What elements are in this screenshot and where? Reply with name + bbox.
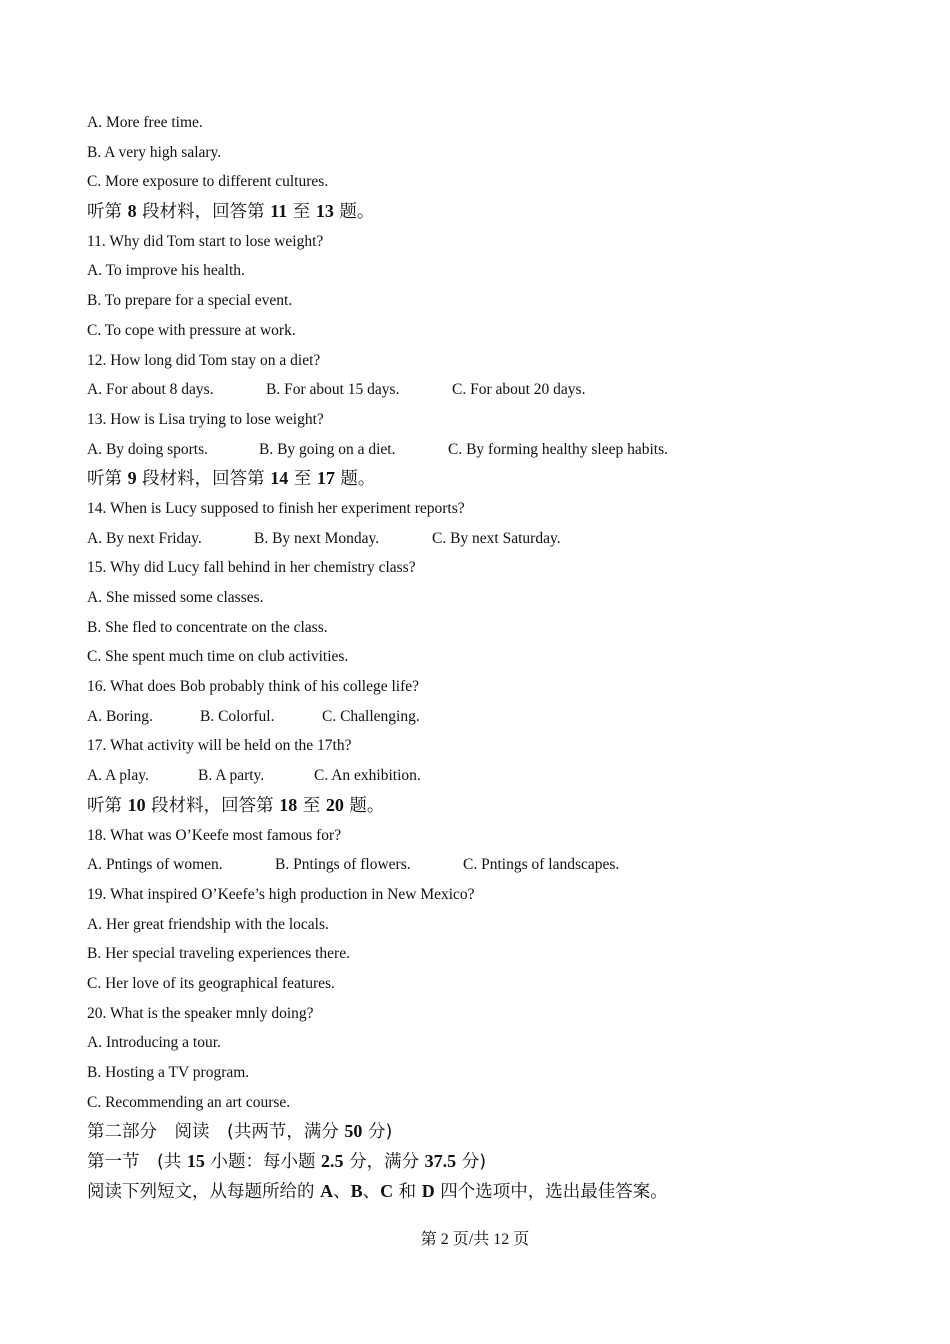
option-a: A. Boring. — [87, 707, 153, 725]
option-b: B. Colorful. — [200, 707, 275, 725]
options-row — [87, 761, 887, 791]
option-line: B. Hosting a TV program. — [87, 1064, 250, 1081]
options-row — [87, 850, 887, 880]
section-heading: 第一节 (共 15 小题：每小题 2.5 分，满分 37.5 分) — [87, 1151, 487, 1173]
option-c: C. An exhibition. — [314, 767, 421, 785]
question-13: 13. How is Lisa trying to lose weight? — [87, 410, 324, 428]
option-a: A. For about 8 days. — [87, 381, 214, 399]
option-line: C. Her love of its geographical features. — [87, 974, 335, 992]
option-b: B. By next Monday. — [254, 529, 380, 547]
option-b: B. Pntings of flowers. — [275, 856, 411, 874]
option-line: A. She missed some classes. — [87, 589, 264, 606]
option-a: A. Pntings of women. — [87, 856, 223, 874]
option-line: B. To prepare for a special event. — [87, 292, 293, 310]
option-b: B. For about 15 days. — [266, 381, 400, 399]
question-18: 18. What was O’Keefe most famous for? — [87, 826, 342, 844]
options-row — [87, 375, 887, 405]
option-line: C. To cope with pressure at work. — [87, 321, 296, 339]
question-14: 14. When is Lucy supposed to finish her experiment reports? — [87, 499, 465, 517]
question-17: 17. What activity will be held on the 17th? — [87, 737, 352, 755]
question-12: 12. How long did Tom stay on a diet? — [87, 351, 321, 369]
option-line: A. More free time. — [87, 114, 203, 131]
option-a: A. A play. — [87, 767, 149, 785]
option-line: C. Recommending an art course. — [87, 1093, 291, 1111]
option-line: B. Her special traveling experiences there. — [87, 945, 350, 963]
part-heading: 第二部分 阅读 (共两节，满分 50 分) — [87, 1121, 393, 1143]
option-b: B. A party. — [198, 767, 265, 785]
page-number: 第 2 页/共 12 页 — [420, 1231, 530, 1248]
question-20: 20. What is the speaker mnly doing? — [87, 1004, 314, 1022]
section-heading-9: 听第 9 段材料，回答第 14 至 17 题。 — [87, 468, 376, 490]
question-19: 19. What inspired O’Keefe’s high production in New Mexico? — [87, 885, 475, 903]
section-heading-8: 听第 8 段材料，回答第 11 至 13 题。 — [87, 201, 375, 223]
option-line: A. Her great friendship with the locals. — [87, 915, 329, 933]
option-c: C. Pntings of landscapes. — [463, 856, 620, 874]
section-heading-10: 听第 10 段材料，回答第 18 至 20 题。 — [87, 794, 385, 816]
option-line: B. She fled to concentrate on the class. — [87, 618, 328, 636]
option-line: C. More exposure to different cultures. — [87, 173, 329, 191]
instruction: 阅读下列短文，从每题所给的 A、B、C 和 D 四个选项中，选出最佳答案。 — [87, 1180, 668, 1202]
question-15: 15. Why did Lucy fall behind in her chemistry class? — [87, 559, 416, 577]
option-b: B. By going on a diet. — [259, 440, 396, 458]
question-11: 11. Why did Tom start to lose weight? — [87, 232, 324, 250]
exam-content — [87, 108, 887, 1206]
option-a: A. By next Friday. — [87, 529, 202, 547]
options-row — [87, 435, 887, 465]
option-line: B. A very high salary. — [87, 143, 222, 161]
options-row — [87, 524, 887, 554]
option-c: C. By forming healthy sleep habits. — [448, 440, 668, 458]
option-c: C. For about 20 days. — [452, 381, 586, 399]
option-c: C. Challenging. — [322, 707, 420, 725]
option-c: C. By next Saturday. — [432, 529, 561, 547]
option-a: A. By doing sports. — [87, 440, 208, 458]
option-line: A. To improve his health. — [87, 262, 245, 280]
option-line: A. Introducing a tour. — [87, 1034, 221, 1052]
question-16: 16. What does Bob probably think of his college life? — [87, 678, 420, 696]
option-line: C. She spent much time on club activities. — [87, 648, 349, 666]
options-row — [87, 702, 887, 732]
